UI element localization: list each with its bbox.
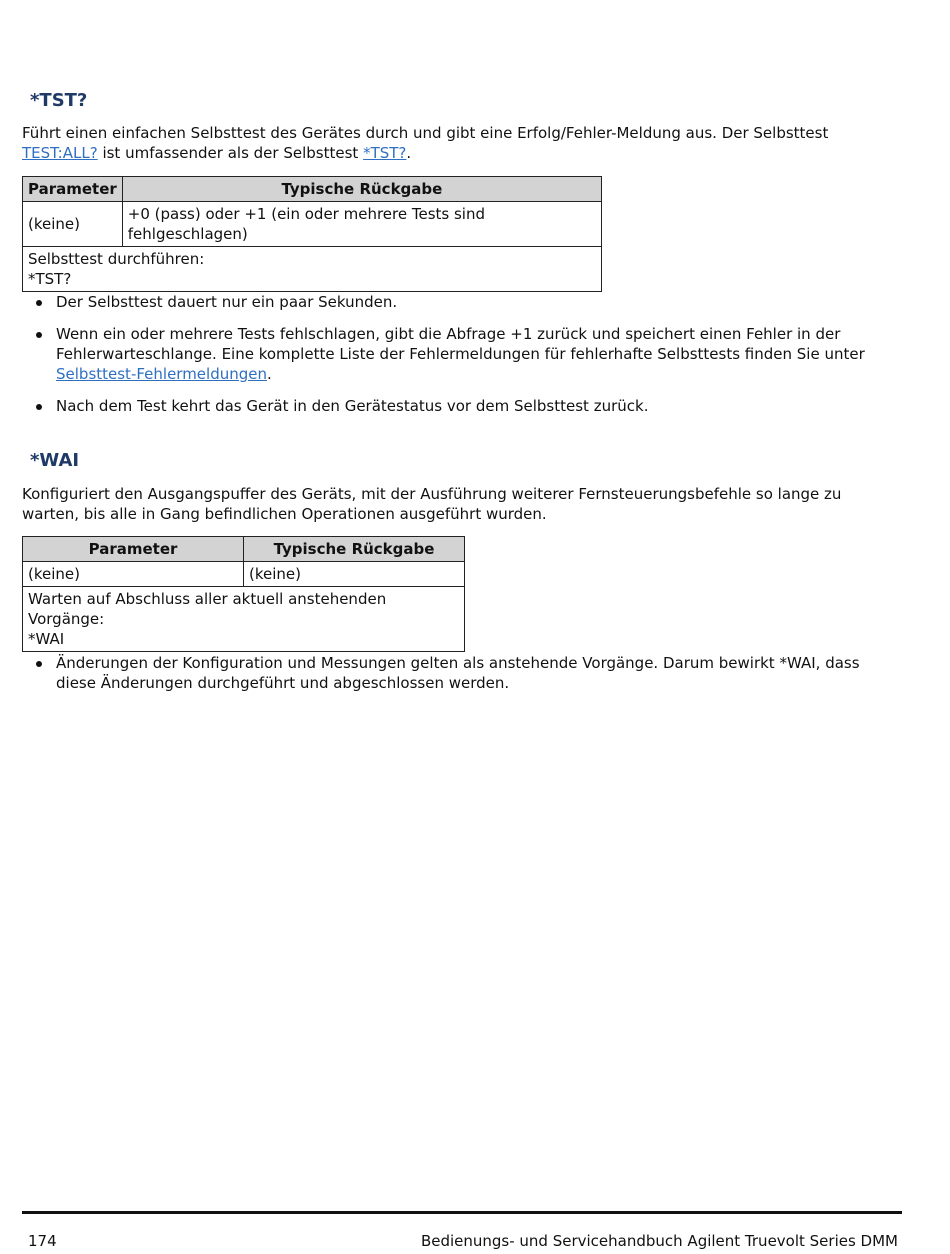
tst-description [22, 123, 902, 163]
list-item [22, 324, 902, 384]
footer-divider [22, 1211, 902, 1214]
example-label: Selbsttest durchführen: [28, 250, 205, 268]
wai-description: Konfiguriert den Ausgangspuffer des Geräts, mit der Ausführung weiterer Fernsteuerungsbefehle so lange zu warten, bis alle in Gang befindlichen Operationen ausgeführt wurden. [22, 485, 842, 523]
column-header-parameter: Parameter [23, 537, 244, 562]
table-example-row [23, 247, 602, 292]
table-row [23, 562, 465, 587]
bullet-text: Der Selbsttest dauert nur ein paar Sekunden. [56, 293, 398, 311]
bullet-text: Wenn ein oder mehrere Tests fehlschlagen, gibt die Abfrage +1 zurück und speichert einen Fehler in der Fehlerwarteschlange. Eine komplette Liste der Fehlermeldungen für fehlerhafte Selbsttests finden Sie unter [56, 325, 865, 363]
column-header-parameter: Parameter [23, 177, 123, 202]
wai-bullet-list [22, 653, 902, 705]
tst-intro-text: Führt einen einfachen Selbsttest des Gerätes durch und gibt eine Erfolg/Fehler-Meldung aus. Der Selbsttest [22, 124, 829, 142]
bullet-icon [36, 300, 42, 306]
page-number: 174 [28, 1232, 57, 1250]
example-label: Warten auf Abschluss aller aktuell anstehenden Vorgänge: [28, 590, 387, 628]
example-command: *TST? [28, 270, 72, 288]
return-cell: +0 (pass) oder +1 (ein oder mehrere Tests sind fehlgeschlagen) [122, 202, 601, 247]
link-tst[interactable]: *TST? [363, 144, 407, 162]
tst-parameter-table [22, 176, 602, 292]
example-cell [23, 587, 465, 652]
table-row [23, 202, 602, 247]
bullet-icon [36, 332, 42, 338]
return-cell: (keine) [244, 562, 465, 587]
list-item [22, 292, 902, 312]
table-header-row [23, 177, 602, 202]
example-command: *WAI [28, 630, 65, 648]
tst-intro-end: . [406, 144, 412, 162]
section-heading-wai: *WAI [30, 450, 80, 471]
bullet-text-end: . [267, 365, 272, 383]
link-selftest-errors[interactable]: Selbsttest-Fehlermeldungen [56, 365, 267, 383]
tst-intro-mid: ist umfassender als der Selbsttest [97, 144, 364, 162]
example-cell [23, 247, 602, 292]
wai-parameter-table [22, 536, 465, 652]
list-item [22, 396, 902, 416]
footer-title: Bedienungs- und Servicehandbuch Agilent Truevolt Series DMM [420, 1232, 898, 1250]
bullet-text: Nach dem Test kehrt das Gerät in den Gerätestatus vor dem Selbsttest zurück. [56, 397, 649, 415]
bullet-icon [36, 404, 42, 410]
link-test-all[interactable]: TEST:ALL? [22, 144, 98, 162]
bullet-icon [36, 661, 42, 667]
tst-bullet-list [22, 292, 902, 428]
section-heading-tst: *TST? [30, 90, 88, 111]
parameter-cell: (keine) [23, 562, 244, 587]
column-header-return: Typische Rückgabe [244, 537, 465, 562]
column-header-return: Typische Rückgabe [122, 177, 601, 202]
parameter-cell: (keine) [23, 202, 123, 247]
bullet-text: Änderungen der Konfiguration und Messungen gelten als anstehende Vorgänge. Darum bewirkt *WAI, dass diese Änderungen durchgeführt und abgeschlossen werden. [56, 654, 860, 692]
table-header-row [23, 537, 465, 562]
table-example-row [23, 587, 465, 652]
list-item [22, 653, 902, 693]
